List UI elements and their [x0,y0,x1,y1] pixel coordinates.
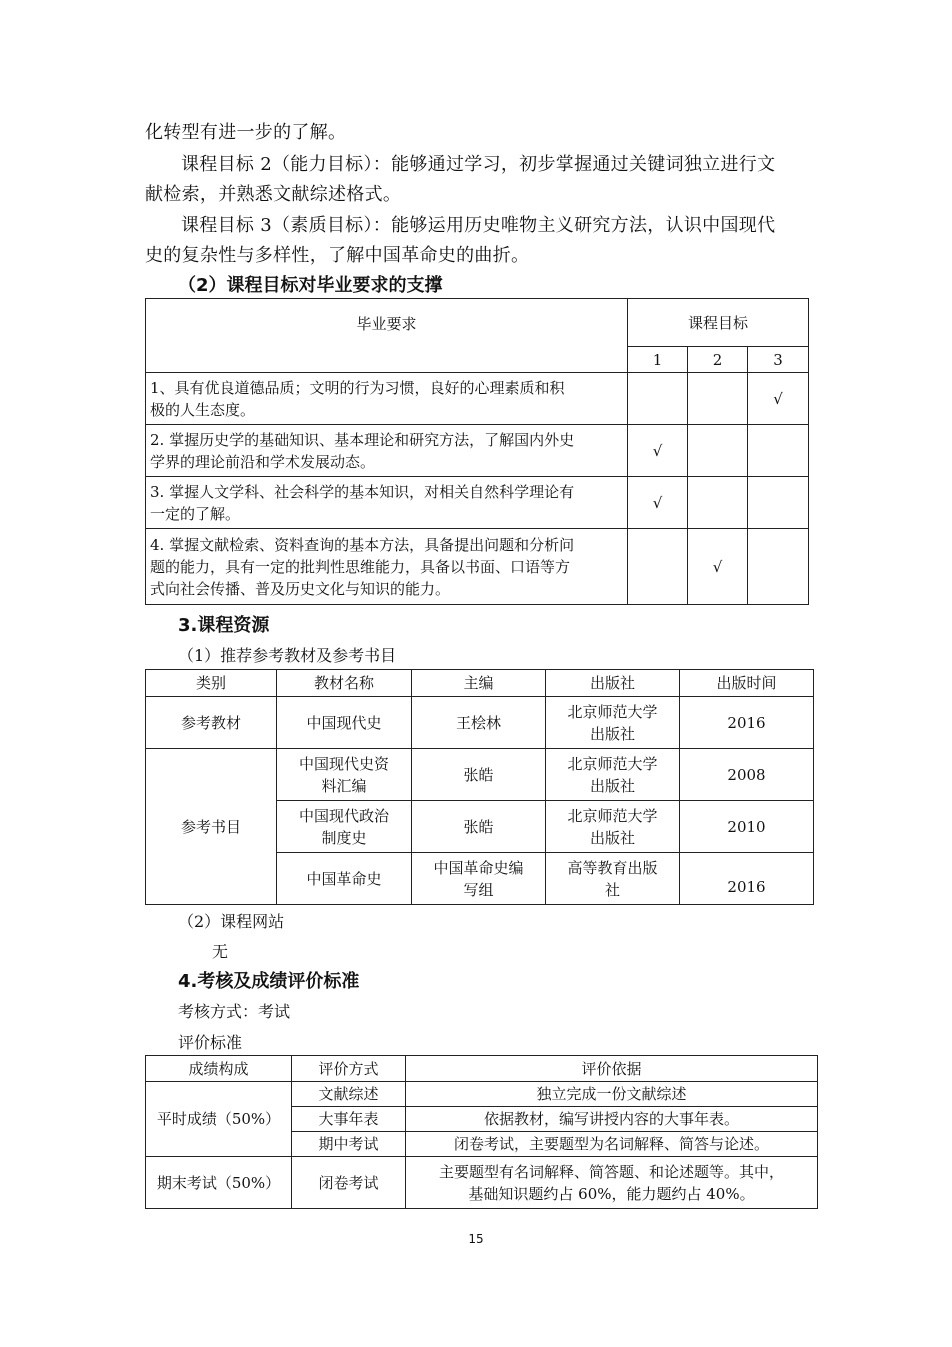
check-cell: √ [628,477,688,529]
text-line: 学界的理论前沿和学术发展动态。 [150,452,376,471]
publisher-cell [546,697,680,749]
requirement-text [146,529,628,605]
editor-cell [412,853,546,905]
table-row [146,749,814,801]
check-cell [688,477,748,529]
text-line: 高等教育出版 [567,858,658,877]
text-line: 出版社 [589,776,635,795]
text-line: 式向社会传播、普及历史文化与知识的能力。 [150,579,451,598]
text-line: 基础知识题约占 60%，能力题约占 40%。 [468,1184,755,1203]
support-table [145,298,809,605]
header-basis: 评价依据 [406,1056,818,1082]
requirement-header: 毕业要求 [146,299,628,373]
check-cell [628,373,688,425]
books-table [145,669,814,905]
assessment-standard-label: 评价标准 [178,1033,243,1052]
publisher-cell [546,801,680,853]
method-cell: 期中考试 [292,1132,406,1157]
category-cell: 参考书目 [146,749,277,905]
goal-2-line-2: 献检索，并熟悉文献综述格式。 [145,184,402,205]
text-line: 北京师范大学 [567,806,658,825]
method-cell: 文献综述 [292,1082,406,1107]
requirement-text [146,425,628,477]
resources-subheading-books: （1）推荐参考教材及参考书目 [178,646,397,665]
text-line: 中国革命史编 [433,858,524,877]
text-line: 北京师范大学 [567,702,658,721]
resources-subheading-website: （2）课程网站 [178,912,285,931]
website-value: 无 [212,942,229,961]
header-year: 出版时间 [680,670,814,697]
requirement-text [146,477,628,529]
basis-cell: 独立完成一份文献综述 [406,1082,818,1107]
basis-cell: 闭卷考试，主要题型为名词解释、简答与论述。 [406,1132,818,1157]
check-cell [748,477,809,529]
table-row [146,425,809,477]
year-cell: 2008 [680,749,814,801]
method-cell: 闭卷考试 [292,1157,406,1209]
goal-2-line-1: 课程目标 2（能力目标）：能够通过学习，初步掌握通过关键词独立进行文 [181,154,776,175]
title-cell: 中国革命史 [277,853,412,905]
check-cell: √ [748,373,809,425]
text-line: 一定的了解。 [150,504,241,523]
year-cell: 2016 [680,697,814,749]
table-row [146,1157,818,1209]
usual-score-cell: 平时成绩（50%） [146,1082,292,1157]
text-line: 料汇编 [321,776,367,795]
header-publisher: 出版社 [546,670,680,697]
text-line: 写组 [463,880,494,899]
final-score-cell: 期末考试（50%） [146,1157,292,1209]
check-cell [628,529,688,605]
header-title: 教材名称 [277,670,412,697]
check-cell [688,373,748,425]
resources-heading: 3.课程资源 [178,615,270,636]
category-cell: 参考教材 [146,697,277,749]
table-row [146,697,814,749]
text-line: 4. 掌握文献检索、资料查询的基本方法，具备提出问题和分析问 [150,535,575,554]
text-line: 出版社 [589,724,635,743]
text-line: 社 [604,880,620,899]
publisher-cell [546,853,680,905]
requirement-text [146,373,628,425]
check-cell: √ [628,425,688,477]
check-cell [688,425,748,477]
year-cell: 2010 [680,801,814,853]
text-line: 1、具有优良道德品质；文明的行为习惯，良好的心理素质和积 [150,378,565,397]
goals-header: 课程目标 [628,299,809,347]
goal-number-2: 2 [688,347,748,373]
assessment-table [145,1055,818,1209]
text-line: 极的人生态度。 [150,400,256,419]
publisher-cell [546,749,680,801]
header-editor: 主编 [412,670,546,697]
title-cell: 中国现代史 [277,697,412,749]
goal-3-line-1: 课程目标 3（素质目标）：能够运用历史唯物主义研究方法，认识中国现代 [181,215,776,236]
text-line: 制度史 [321,828,367,847]
goal-number-3: 3 [748,347,809,373]
text-line: 题的能力，具有一定的批判性思维能力，具备以书面、口语等方 [150,557,571,576]
text-line: 主要题型有名词解释、简答题、和论述题等。其中， [438,1162,784,1181]
editor-cell: 张皓 [412,749,546,801]
text-line: 3. 掌握人文学科、社会科学的基本知识，对相关自然科学理论有 [150,482,575,501]
goal-3-line-2: 史的复杂性与多样性，了解中国革命史的曲折。 [145,245,530,266]
check-cell [748,529,809,605]
assessment-heading: 4.考核及成绩评价标准 [178,971,360,992]
table-row [146,1082,818,1107]
check-cell: √ [688,529,748,605]
editor-cell: 王桧林 [412,697,546,749]
editor-cell: 张皓 [412,801,546,853]
text-line: 2. 掌握历史学的基础知识、基本理论和研究方法，了解国内外史 [150,430,575,449]
table-row [146,529,809,605]
basis-cell: 依据教材，编写讲授内容的大事年表。 [406,1107,818,1132]
assessment-method: 考核方式：考试 [178,1002,291,1021]
title-cell [277,749,412,801]
header-method: 评价方式 [292,1056,406,1082]
method-cell: 大事年表 [292,1107,406,1132]
basis-cell [406,1157,818,1209]
year-cell: 2016 [680,853,814,905]
goal-number-1: 1 [628,347,688,373]
table-row [146,373,809,425]
text-line: 出版社 [589,828,635,847]
text-line: 中国现代政治 [298,806,389,825]
title-cell [277,801,412,853]
page-number: 15 [468,1232,484,1246]
support-heading: （2）课程目标对毕业要求的支撑 [178,275,443,296]
check-cell [748,425,809,477]
text-line: 北京师范大学 [567,754,658,773]
header-composition: 成绩构成 [146,1056,292,1082]
text-line: 中国现代史资 [298,754,389,773]
table-row [146,477,809,529]
header-category: 类别 [146,670,277,697]
paragraph-continuation: 化转型有进一步的了解。 [145,122,347,143]
